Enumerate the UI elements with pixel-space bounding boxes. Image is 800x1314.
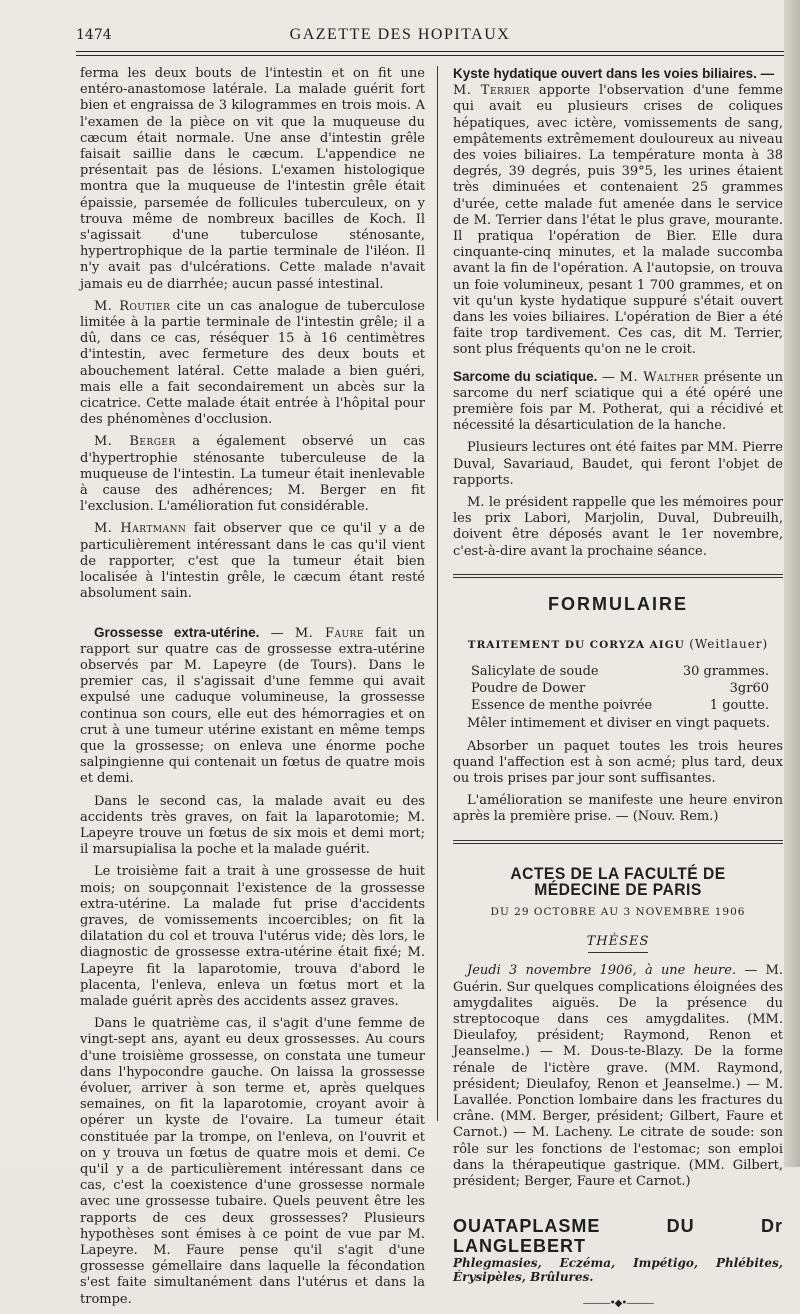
paragraph: Sarcome du sciatique. — M. Walther présente un sarcome du nerf sciatique qui a été opéré une première fois par M. Potherat, qui a récidivé et nécessité la désarticulation de la hanche. <box>453 368 783 434</box>
recipe-item: Salicylate de soude <box>471 664 599 680</box>
paragraph <box>80 521 425 602</box>
paragraph: L'amélioration se manifeste une heure environ après la première prise. — (Nouv. Rem.) <box>453 793 783 825</box>
recipe-row <box>453 697 783 714</box>
left-column <box>80 66 425 1314</box>
paragraph-text: a également observé un cas d'hypertrophie sténosante tuberculeuse de la muqueuse de l'intestin. La tumeur était inenlevable à cause des adhérences; M. Berger en fit l'exclusion. L'amélioration fut considérable. <box>80 434 426 515</box>
paragraph <box>80 299 425 429</box>
paragraph-text: cite un cas analogue de tuberculose limitée à la partie terminale de l'intestin grêle; il a dû, dans ce cas, réséquer 15 à 16 centimètres d'intestin, avec fermeture des deux bouts et abouchement latéral. Cette malade a bien guéri, mais elle a fait secondairement un abcès sur la cicatrice. Cette malade était entrée à l'hôpital pour des phénomènes d'occlusion. <box>80 298 426 428</box>
recipe-row <box>453 663 783 680</box>
header-rule <box>76 51 786 52</box>
actes-title: ACTES DE LA FACULTÉ DE MÉDECINE DE PARIS <box>510 863 726 899</box>
page-edge <box>784 0 800 1167</box>
paragraph: Grossesse extra-utérine. — M. Faure fait un rapport sur quatre cas de grossesse extra-utérine observés par M. Lapeyre (de Tours). Dans le premier cas, il s'agissait d'une femme qui avait expulsé une caduque volumineuse, la grossesse continua son cours, elle eut des hémorragies et on crut à une tumeur utérine existant en même temps que la grossesse; on enleva une énorme poche salpingienne qui contenait un fœtus de quatre mois et demi. <box>80 624 425 787</box>
section-heading: Grossesse extra-utérine. <box>94 624 260 640</box>
paragraph: Le troisième fait a trait à une grossesse de huit mois; on soupçonnait l'existence de la grossesse extra-utérine. La malade fut prise d'accidents graves, de vomissements incoercibles; on fit la dilatation du col et trouva l'utérus vide; dès lors, le diagnostic de grossesse extra-utérine était fixé; M. Lapeyre fit la laparotomie, trouva d'abord le placenta, l'enleva, enleva un fœtus mort et la malade guérit après des accidents assez graves. <box>80 864 425 1009</box>
section-heading: Kyste hydatique ouvert dans les voies biliaires. — <box>453 66 775 81</box>
paragraph-text: fait observer que ce qu'il y a de particulièrement intéressant dans le cas qu'il vient de rapporter, c'est que la tumeur était bien localisée à l'intestin grêle, le cæcum étant resté absolument sain. <box>80 521 425 602</box>
recipe-item: Poudre de Dower <box>471 681 586 697</box>
section-rule <box>453 574 783 578</box>
recipe-dose: 1 goutte. <box>709 698 769 714</box>
paragraph <box>453 963 783 1190</box>
paragraph-text: présente un sarcome du nerf sciatique qui a été opéré une première fois par M. Potherat, qui a récidivé et nécessité la désarticulation de la hanche. <box>453 369 783 434</box>
header-rule-2 <box>76 55 786 56</box>
paragraph-text: apporte l'observation d'une femme qui avait eu plusieurs crises de coliques hépatiques, avec ictère, vomissements de sang, empâtements extrêmement douloureux au niveau des voies biliaires. La température monta à 38 degrés, 39 degrés, puis 39°5, les urines étaient très diminuées et contenaient 25 grammes d'urée, cette malade fut amenée dans le service de M. Terrier dans l'état le plus grave, mourante. Il pratiqua l'opération de Bier. Elle dura cinquante-cinq minutes, et la malade succomba avant la fin de l'opération. A l'autopsie, on trouva un foie volumineux, pesant 1 700 grammes, et on vit qu'un kyste hydatique suppuré s'était ouvert dans les voies biliaires. L'opération de Bier a été faite trop tardivement. Ces cas, dit M. Terrier, sont plus fréquents qu'on ne le croit. <box>453 83 783 358</box>
formulaire-title: FORMULAIRE <box>548 593 688 614</box>
speaker-name: M. Terrier <box>453 83 530 99</box>
paragraph-text: fait un rapport sur quatre cas de grossesse extra-utérine observés par M. Lapeyre (de Tours). Dans le premier cas, il s'agissait d'une femme qui avait expulsé une caduque volumineuse, la grossesse continua son cours, elle eut des hémorragies et on crut à une tumeur utérine existant en même temps que la grossesse; on enleva une énorme poche salpingienne qui contenait un fœtus de quatre mois et demi. <box>80 625 425 787</box>
paragraph: M. le président rappelle que les mémoires pour les prix Labori, Marjolin, Duval, Dubreuilh, doivent être déposés avant le 1er novembre, c'est-à-dire avant la prochaine séance. <box>453 495 783 559</box>
paragraph: Mêler intimement et diviser en vingt paquets. <box>467 716 770 732</box>
recipe-list <box>453 663 783 714</box>
speaker-name: M. Routier <box>94 298 171 314</box>
paragraph: Dans le quatrième cas, il s'agit d'une femme de vingt-sept ans, ayant eu deux grossesses. Au cours d'une troisième grossesse, on constata une tumeur dans l'hypocondre gauche. On laissa la grossesse évoluer, arriver à son terme et, après quelques semaines, on fit la laparotomie, croyant avoir à opérer un kyste de l'ovaire. La tumeur était constituée par la trompe, on l'enleva, on l'ouvrit et on y trouva un fœtus de quatre mois et demi. Ce qu'il y a de particulièrement intéressant dans ce cas, c'est la coexistence d'une grossesse normale avec une grossesse tubaire. Quels peuvent être les rapports de ces deux grossesses? Plusieurs hypothèses sont émises à ce point de vue par M. Lapeyre. M. Faure pense qu'il s'agit d'une grossesse gémellaire dans laquelle la fécondation s'est faite simultanément dans l'utérus et dans la trompe. <box>80 1016 425 1307</box>
paragraph: Dans le second cas, la malade avait eu des accidents très graves, on fait la laparotomie; M. Lapeyre trouve un fœtus de six mois et demi mort; il marsupialisa la poche et la malade guérit. <box>80 793 425 858</box>
section-heading: Sarcome du sciatique. <box>453 368 598 384</box>
recipe-author: (Weitlauer) <box>689 637 769 652</box>
advertisement-title: OUATAPLASME DU Dr LANGLEBERT <box>453 1216 783 1257</box>
advertisement-subtitle: Phlegmasies, Eczéma, Impétigo, Phlébites, Érysipèles, Brûlures. <box>453 1256 783 1285</box>
right-column <box>453 66 783 1312</box>
paragraph <box>453 66 783 359</box>
journal-title: GAZETTE DES HOPITAUX <box>289 26 511 43</box>
recipe-name: TRAITEMENT DU CORYZA AIGU <box>467 639 685 652</box>
running-header <box>0 24 800 48</box>
paragraph: Plusieurs lectures ont été faites par MM. Pierre Duval, Savariaud, Baudet, qui feront l'objet de rapports. <box>453 440 783 488</box>
recipe-dose: 30 grammes. <box>682 664 769 680</box>
speaker-name: M. Hartmann <box>94 521 187 537</box>
paragraph: ferma les deux bouts de l'intestin et on fit une entéro-anastomose latérale. La malade guérit fort bien et engraissa de 3 kilogrammes en trois mois. A l'examen de la pièce on vit que la muqueuse du cæcum était normale. Une anse d'intestin grêle faisait saillie dans le cæcum. L'appendice ne présentait pas de lésions. L'examen histologique montra que la muqueuse de l'intestin grêle était épaissie, parsemée de follicules tuberculeux, on y trouva même de nombreux bacilles de Koch. Il s'agissait d'une tuberculose sténosante, hypertrophique de la partie terminale de l'iléon. Il n'y avait pas d'ulcérations. Cette malade n'avait jamais eu de diarrhée; aucun passé intestinal. <box>80 66 425 292</box>
paragraph: Absorber un paquet toutes les trois heures quand l'affection est à son acmé; plus tard, deux ou trois prises par jour sont suffisantes. <box>453 738 783 786</box>
theses-title: THÈSES <box>586 934 650 950</box>
speaker-name: M. Berger <box>94 434 176 450</box>
paragraph-text: — M. Guérin. Sur quelques complications éloignées des amygdalites aiguës. De la présence du streptocoque dans ces amygdalites. (MM. Dieulafoy, président; Raymond, Renon et Jeanselme.) — M. Dous-te-Blazy. De la forme rénale de l'ictère grave. (MM. Raymond, président; Dieulafoy, Renon et Jeanselme.) — M. Lavallée. Ponction lombaire dans les fractures du crâne. (MM. Berger, président; Gilbert, Faure et Carnot.) — M. Lacheny. Le citrate de soude: son rôle sur les fonctions de l'estomac; son emploi dans la thérapeutique gastrique. (MM. Gilbert, président; Berger, Faure et Carnot.) <box>453 963 783 1189</box>
recipe-dose: 3gr60 <box>729 681 769 697</box>
short-rule <box>588 952 648 953</box>
recipe-row <box>453 680 783 697</box>
column-divider <box>437 66 438 1121</box>
paragraph <box>80 434 425 515</box>
recipe-item: Essence de menthe poivrée <box>471 698 653 714</box>
ornament-rule: ———•◆•——— <box>582 1298 654 1310</box>
speaker-name: M. Walther <box>619 369 700 385</box>
section-rule <box>453 840 783 844</box>
recipe-title <box>453 636 783 653</box>
speaker-name: M. Faure <box>294 625 364 641</box>
actes-date: DU 29 OCTOBRE AU 3 NOVEMBRE 1906 <box>490 905 746 918</box>
theses-date: Jeudi 3 novembre 1906, à une heure. <box>467 963 737 979</box>
page-number: 1474 <box>76 27 112 43</box>
